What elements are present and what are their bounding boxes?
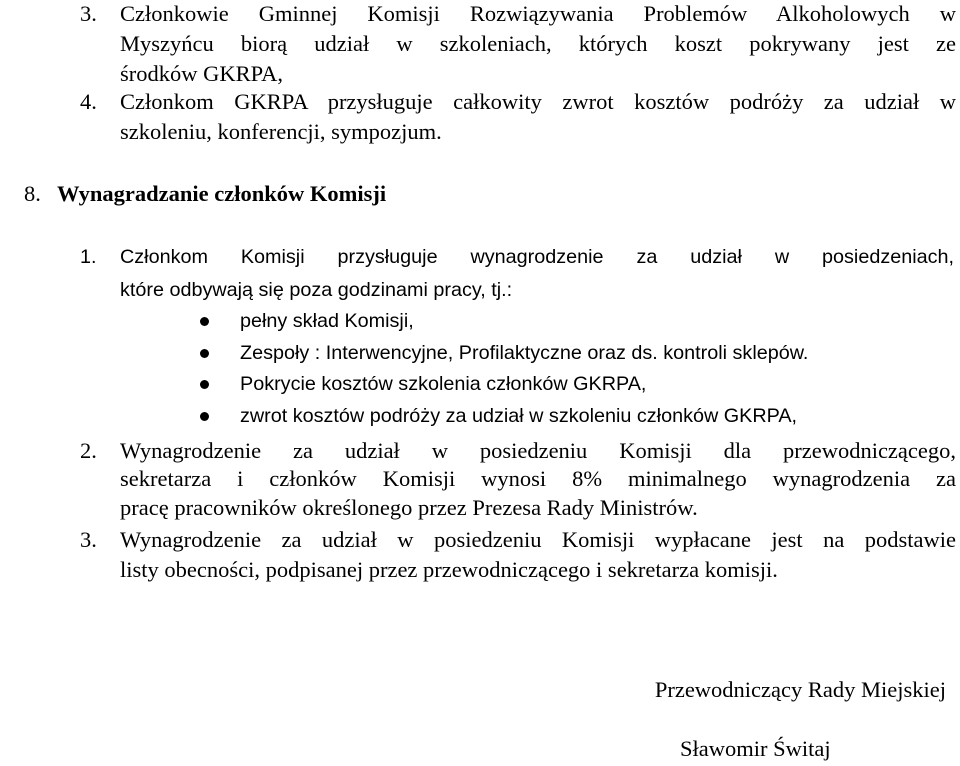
- paragraph-line: które odbywają się poza godzinami pracy, tj.:: [120, 279, 513, 301]
- bullet-icon: [200, 317, 209, 326]
- signature-title: Przewodniczący Rady Miejskiej: [654, 677, 946, 702]
- bullet-item: zwrot kosztów podróży za udział w szkoleniu członków GKRPA,: [240, 405, 798, 427]
- paragraph-line: środków GKRPA,: [120, 61, 283, 86]
- bullet-icon: [200, 380, 209, 389]
- signature-name: Sławomir Świtaj: [680, 736, 831, 761]
- list-number: 4.: [80, 89, 97, 114]
- section-heading: Wynagradzanie członków Komisji: [57, 181, 387, 206]
- bullet-icon: [200, 349, 209, 358]
- paragraph-line: Wynagrodzenie za udział w posiedzeniu Komisji dla przewodniczącego,: [120, 438, 956, 463]
- bullet-item: pełny skład Komisji,: [240, 310, 414, 332]
- paragraph-line: sekretarza i członków Komisji wynosi 8% minimalnego wynagrodzenia za: [120, 466, 956, 491]
- bullet-icon: [200, 412, 209, 421]
- paragraph-line: Myszyńcu biorą udział w szkoleniach, których koszt pokrywany jest ze: [120, 31, 956, 56]
- bullet-item: Zespoły : Interwencyjne, Profilaktyczne oraz ds. kontroli sklepów.: [240, 342, 809, 364]
- list-number: 3.: [80, 527, 97, 552]
- paragraph-line: Członkom Komisji przysługuje wynagrodzenie za udział w posiedzeniach,: [120, 246, 954, 268]
- list-number: 2.: [80, 438, 97, 463]
- paragraph-line: Wynagrodzenie za udział w posiedzeniu Komisji wypłacane jest na podstawie: [120, 527, 956, 552]
- list-number: 1.: [80, 246, 97, 268]
- paragraph-line: szkoleniu, konferencji, sympozjum.: [120, 119, 442, 144]
- section-number: 8.: [24, 181, 41, 206]
- paragraph-line: Członkom GKRPA przysługuje całkowity zwrot kosztów podróży za udział w: [120, 89, 956, 114]
- paragraph-line: Członkowie Gminnej Komisji Rozwiązywania Problemów Alkoholowych w: [120, 1, 956, 26]
- paragraph-line: listy obecności, podpisanej przez przewodniczącego i sekretarza komisji.: [120, 557, 778, 582]
- bullet-item: Pokrycie kosztów szkolenia członków GKRPA,: [240, 373, 647, 395]
- paragraph-line: pracę pracowników określonego przez Prezesa Rady Ministrów.: [120, 495, 698, 520]
- list-number: 3.: [80, 1, 97, 26]
